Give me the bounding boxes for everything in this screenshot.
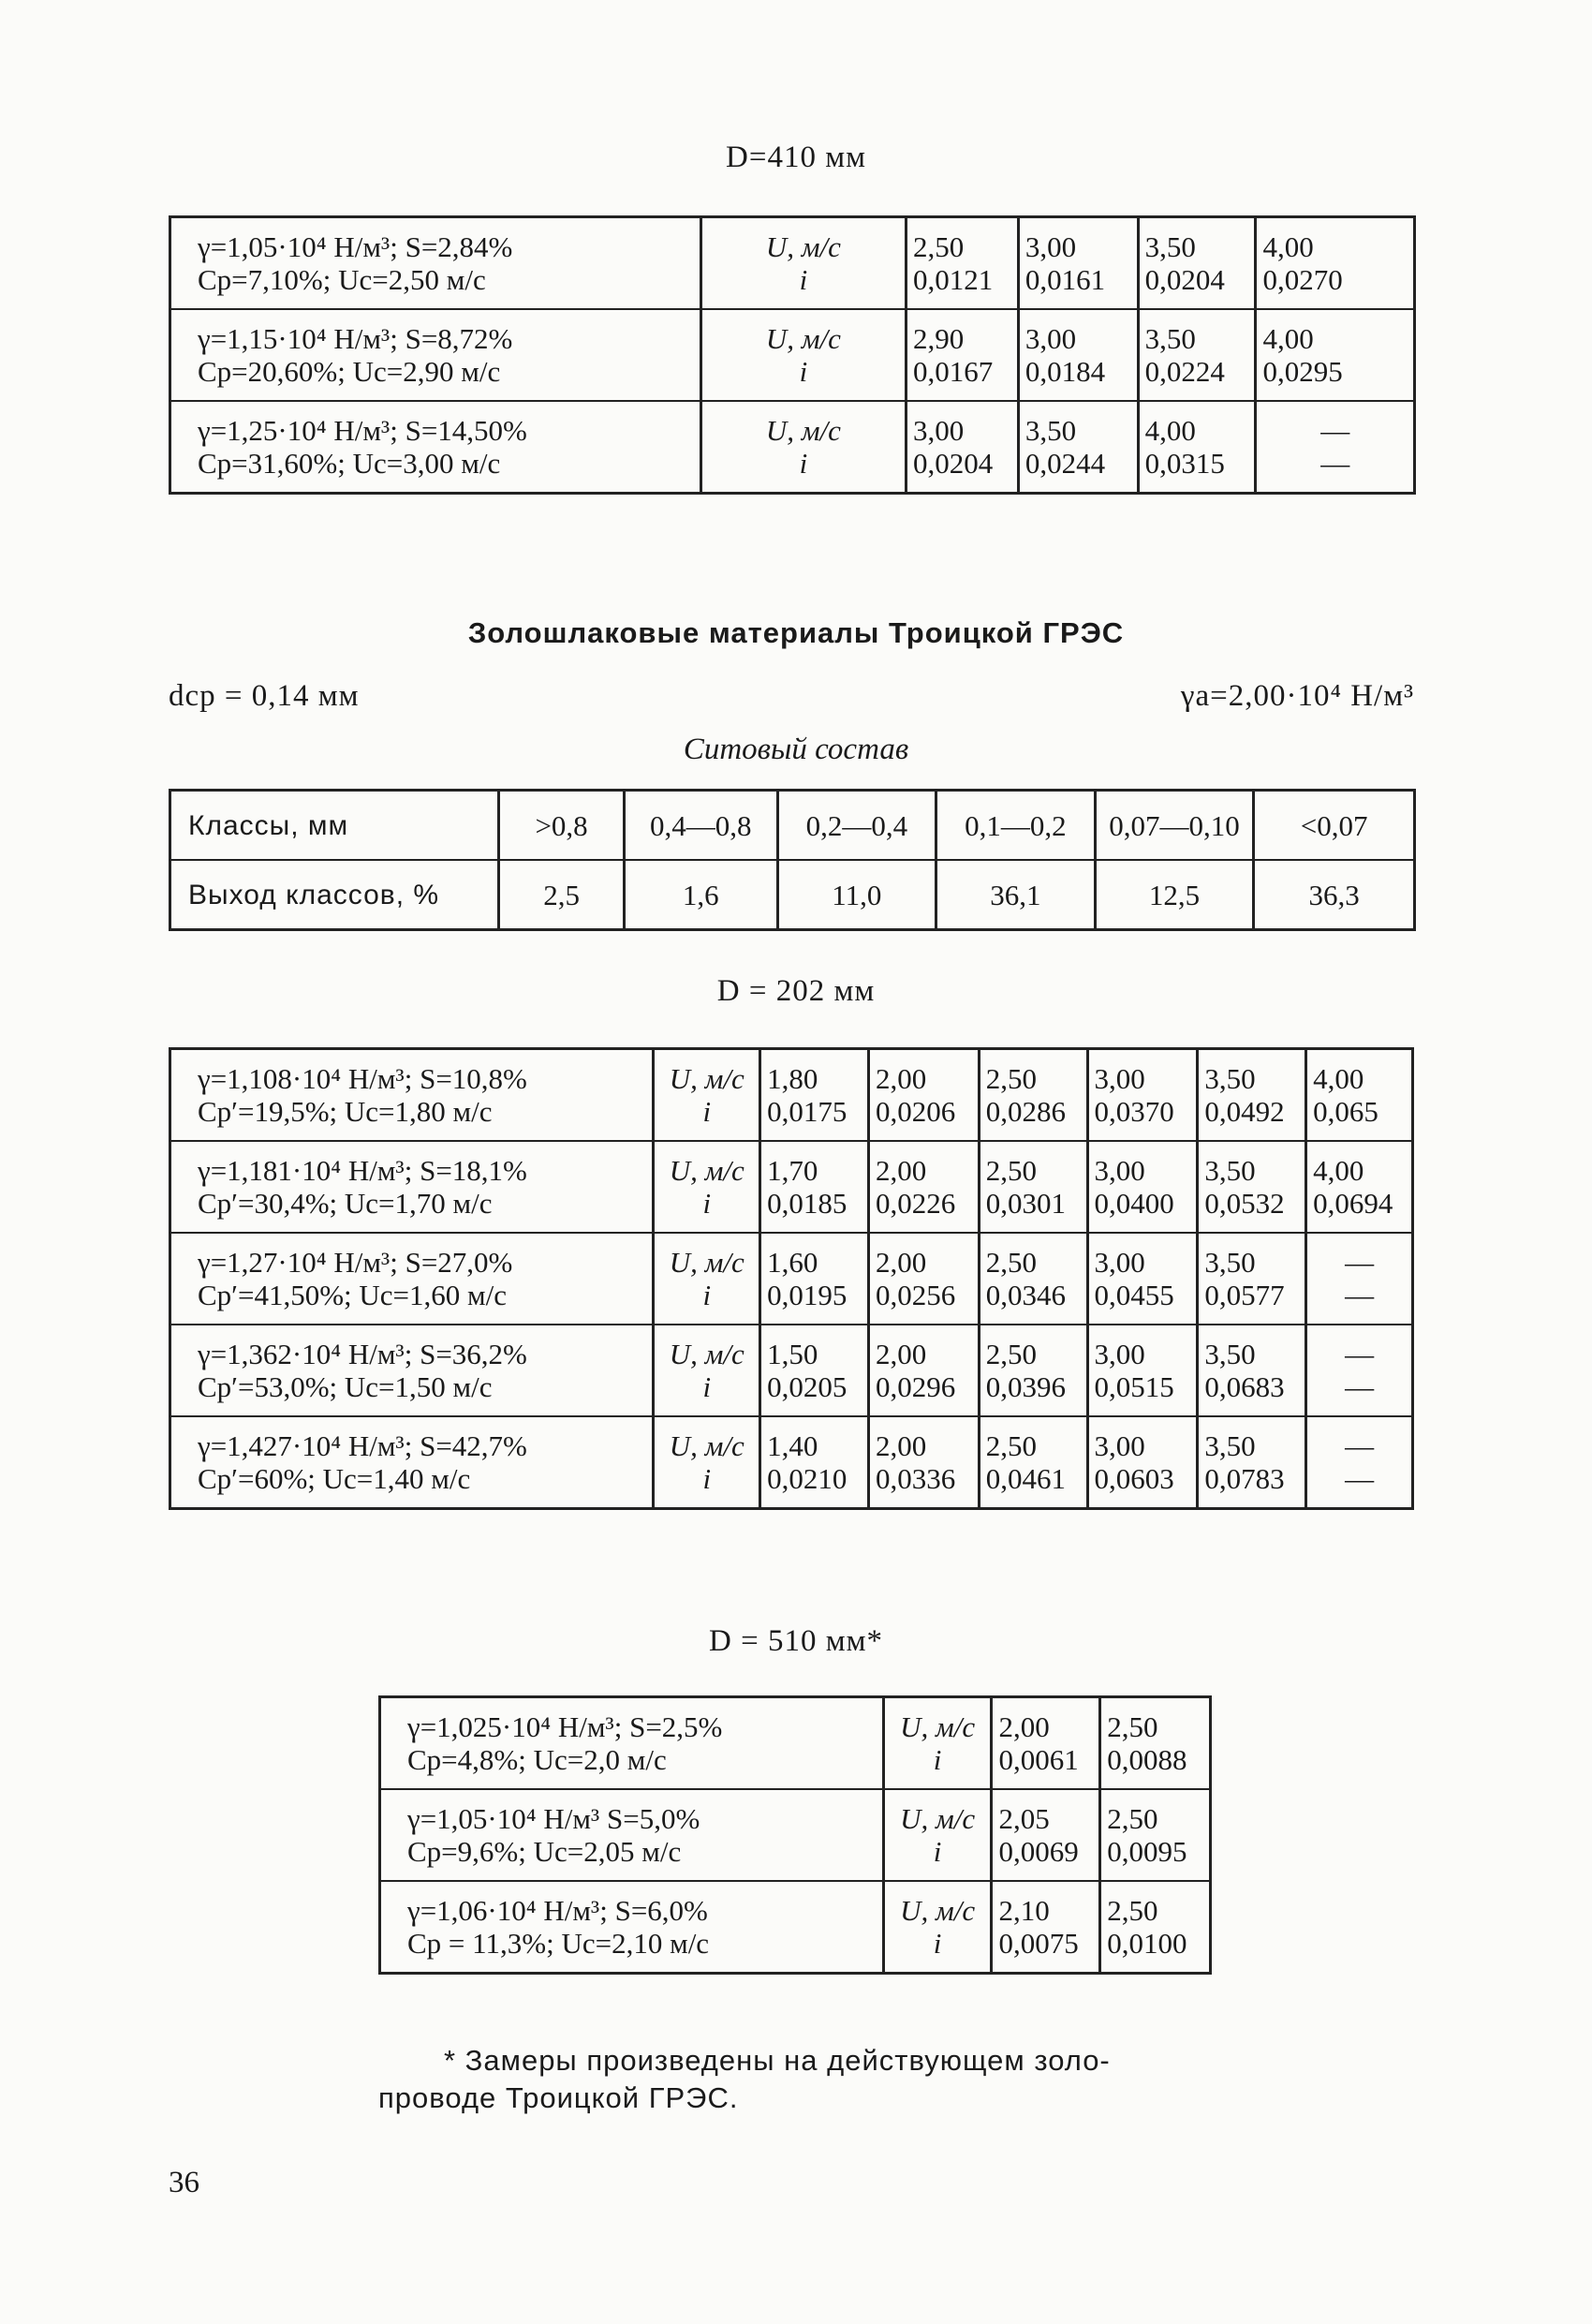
velocity-value: 2,50 <box>985 1246 1037 1279</box>
velocity-value: 4,00 <box>1144 414 1196 447</box>
sieve-class: <0,07 <box>1254 791 1415 861</box>
velocity-value: 2,00 <box>875 1429 927 1462</box>
gradient-value: 0,0400 <box>1094 1187 1174 1220</box>
value-cell <box>868 1233 979 1325</box>
gradient-value: 0,0205 <box>767 1370 848 1403</box>
row-units <box>700 309 906 401</box>
value-cell <box>760 1325 869 1416</box>
table-row <box>170 401 1415 494</box>
value-cell <box>1018 309 1138 401</box>
value-cell <box>979 1141 1087 1233</box>
gradient-value: 0,0161 <box>1024 263 1106 296</box>
parameter-line: γ=1,427·10⁴ Н/м³; S=42,7% <box>198 1429 527 1462</box>
velocity-label: U, м/с <box>900 1802 976 1835</box>
value-cell <box>1198 1416 1306 1509</box>
gradient-label: i <box>799 447 808 480</box>
row-units <box>654 1416 760 1509</box>
velocity-value: 2,50 <box>912 230 965 263</box>
value-cell <box>906 217 1018 310</box>
gradient-value: 0,0315 <box>1144 447 1225 480</box>
sieve-yield: 36,1 <box>936 860 1096 930</box>
footnote <box>378 2042 1221 2117</box>
gradient-value: — <box>1345 1279 1375 1311</box>
sieve-class: >0,8 <box>499 791 625 861</box>
gradient-value: 0,0167 <box>912 355 994 388</box>
velocity-value: — <box>1320 414 1350 447</box>
parameter-line: Cр′=19,5%; Uс=1,80 м/с <box>198 1095 493 1128</box>
gradient-value: 0,065 <box>1313 1095 1378 1128</box>
velocity-value: 3,50 <box>1204 1246 1256 1279</box>
value-cell <box>1138 401 1256 494</box>
value-cell <box>1306 1141 1413 1233</box>
parameter-line: γ=1,05·10⁴ Н/м³ S=5,0% <box>407 1802 700 1835</box>
heading-d410: D=410 мм <box>726 141 866 174</box>
value-cell <box>868 1325 979 1416</box>
velocity-value: — <box>1345 1429 1375 1462</box>
velocity-value: 2,00 <box>875 1246 927 1279</box>
gradient-value: 0,0286 <box>985 1095 1066 1128</box>
velocity-value: 2,50 <box>985 1154 1037 1187</box>
gradient-value: 0,0492 <box>1204 1095 1285 1128</box>
gradient-value: 0,0184 <box>1024 355 1106 388</box>
gradient-value: 0,0301 <box>985 1187 1066 1220</box>
gradient-label: i <box>702 1279 712 1311</box>
velocity-value: 3,50 <box>1144 322 1196 355</box>
value-cell <box>868 1416 979 1509</box>
value-cell <box>1306 1325 1413 1416</box>
velocity-label: U, м/с <box>669 1154 744 1187</box>
value-cell <box>979 1325 1087 1416</box>
parameter-line: Cр′=53,0%; Uс=1,50 м/с <box>198 1370 493 1403</box>
sieve-class: 0,07—0,10 <box>1095 791 1254 861</box>
gradient-label: i <box>702 1187 712 1220</box>
value-cell <box>1306 1049 1413 1142</box>
sieve-yield: 11,0 <box>777 860 936 930</box>
row-parameters <box>380 1881 884 1974</box>
gradient-value: 0,0075 <box>998 1927 1079 1960</box>
gradient-label: i <box>702 1462 712 1495</box>
row-units <box>700 217 906 310</box>
value-cell <box>760 1049 869 1142</box>
gradient-value: 0,0296 <box>875 1370 956 1403</box>
velocity-value: 4,00 <box>1313 1062 1364 1095</box>
velocity-label: U, м/с <box>669 1062 744 1095</box>
gradient-value: 0,0346 <box>985 1279 1066 1311</box>
sieve-label-yield: Выход классов, % <box>170 860 499 930</box>
parameter-line: γ=1,15·10⁴ Н/м³; S=8,72% <box>198 322 513 355</box>
velocity-label: U, м/с <box>765 230 841 263</box>
sieve-table <box>169 789 1416 931</box>
sieve-class: 0,2—0,4 <box>777 791 936 861</box>
velocity-value: 1,60 <box>767 1246 818 1279</box>
gradient-value: 0,0206 <box>875 1095 956 1128</box>
value-cell <box>1100 1881 1211 1974</box>
velocity-label: U, м/с <box>765 322 841 355</box>
velocity-label: U, м/с <box>900 1894 976 1927</box>
velocity-value: 1,70 <box>767 1154 818 1187</box>
velocity-value: 3,00 <box>1094 1338 1145 1370</box>
parameter-line: Cр=4,8%; Uс=2,0 м/с <box>407 1743 667 1776</box>
table-row <box>170 309 1415 401</box>
velocity-label: U, м/с <box>669 1429 744 1462</box>
table-row <box>380 1881 1211 1974</box>
gradient-value: 0,0100 <box>1107 1927 1187 1960</box>
value-cell <box>1198 1233 1306 1325</box>
parameter-line: Cр = 11,3%; Uс=2,10 м/с <box>407 1927 710 1960</box>
gradient-value: 0,0295 <box>1262 355 1343 388</box>
parameter-line: γ=1,181·10⁴ Н/м³; S=18,1% <box>198 1154 527 1187</box>
row-parameters <box>170 1325 654 1416</box>
velocity-value: 3,00 <box>1094 1154 1145 1187</box>
gradient-value: 0,0256 <box>875 1279 956 1311</box>
gradient-value: 0,0244 <box>1024 447 1106 480</box>
gradient-value: 0,0532 <box>1204 1187 1285 1220</box>
velocity-value: 2,50 <box>1107 1894 1158 1927</box>
value-cell <box>1256 217 1415 310</box>
velocity-value: 3,00 <box>1094 1062 1145 1095</box>
value-cell <box>868 1049 979 1142</box>
value-cell <box>1087 1141 1198 1233</box>
velocity-value: 4,00 <box>1262 322 1314 355</box>
velocity-value: 3,00 <box>1094 1429 1145 1462</box>
velocity-value: 4,00 <box>1262 230 1314 263</box>
velocity-value: 2,10 <box>998 1894 1050 1927</box>
velocity-label: U, м/с <box>669 1338 744 1370</box>
row-parameters <box>170 1141 654 1233</box>
table-row <box>380 1789 1211 1881</box>
velocity-value: 3,00 <box>1024 230 1077 263</box>
row-parameters <box>170 401 701 494</box>
parameter-line: γ=1,108·10⁴ Н/м³; S=10,8% <box>198 1062 527 1095</box>
sieve-class: 0,1—0,2 <box>936 791 1096 861</box>
value-cell <box>992 1697 1100 1790</box>
parameter-line: Cр=20,60%; Uс=2,90 м/с <box>198 355 501 388</box>
value-cell <box>1138 217 1256 310</box>
velocity-value: 1,50 <box>767 1338 818 1370</box>
mean-diameter: dср = 0,14 мм <box>169 679 360 713</box>
value-cell <box>906 309 1018 401</box>
velocity-label: U, м/с <box>765 414 841 447</box>
row-parameters <box>380 1697 884 1790</box>
gradient-value: 0,0683 <box>1204 1370 1285 1403</box>
value-cell <box>1018 217 1138 310</box>
parameter-line: Cр=7,10%; Uс=2,50 м/с <box>198 263 486 296</box>
row-parameters <box>170 1049 654 1142</box>
value-cell <box>1087 1233 1198 1325</box>
parameter-line: Cр=31,60%; Uс=3,00 м/с <box>198 447 501 480</box>
gradient-label: i <box>933 1743 942 1776</box>
row-units <box>883 1697 992 1790</box>
value-cell <box>1087 1416 1198 1509</box>
value-cell <box>1306 1233 1413 1325</box>
velocity-value: 3,50 <box>1204 1062 1256 1095</box>
row-units <box>883 1881 992 1974</box>
gradient-value: 0,0061 <box>998 1743 1079 1776</box>
table-d202 <box>169 1047 1414 1510</box>
velocity-value: 4,00 <box>1313 1154 1364 1187</box>
parameter-line: γ=1,25·10⁴ Н/м³; S=14,50% <box>198 414 527 447</box>
gradient-value: 0,0461 <box>985 1462 1066 1495</box>
value-cell <box>1087 1049 1198 1142</box>
gradient-value: 0,0370 <box>1094 1095 1174 1128</box>
specific-weight: γа=2,00·10⁴ Н/м³ <box>1180 679 1414 713</box>
parameter-line: γ=1,362·10⁴ Н/м³; S=36,2% <box>198 1338 527 1370</box>
gradient-value: 0,0185 <box>767 1187 848 1220</box>
gradient-value: 0,0694 <box>1313 1187 1393 1220</box>
row-units <box>654 1233 760 1325</box>
row-parameters <box>170 1416 654 1509</box>
footnote-line: проводе Троицкой ГРЭС. <box>378 2081 739 2114</box>
gradient-value: 0,0226 <box>875 1187 956 1220</box>
value-cell <box>760 1233 869 1325</box>
table-row <box>170 1233 1413 1325</box>
parameter-line: γ=1,06·10⁴ Н/м³; S=6,0% <box>407 1894 708 1927</box>
page-number: 36 <box>169 2166 199 2199</box>
table-row <box>170 1416 1413 1509</box>
velocity-value: 2,00 <box>875 1154 927 1187</box>
gradient-label: i <box>933 1835 942 1868</box>
value-cell <box>979 1416 1087 1509</box>
table-d510 <box>378 1695 1212 1975</box>
parameter-line: Cр′=41,50%; Uс=1,60 м/с <box>198 1279 507 1311</box>
row-units <box>654 1049 760 1142</box>
parameter-line: γ=1,025·10⁴ Н/м³; S=2,5% <box>407 1710 723 1743</box>
gradient-value: 0,0455 <box>1094 1279 1174 1311</box>
table-row <box>170 1325 1413 1416</box>
velocity-value: 2,00 <box>998 1710 1050 1743</box>
gradient-value: 0,0204 <box>912 447 994 480</box>
value-cell <box>1198 1141 1306 1233</box>
velocity-value: 2,50 <box>1107 1802 1158 1835</box>
gradient-value: 0,0095 <box>1107 1835 1187 1868</box>
parameter-line: Cр′=30,4%; Uс=1,70 м/с <box>198 1187 493 1220</box>
value-cell <box>760 1141 869 1233</box>
parameter-line: γ=1,27·10⁴ Н/м³; S=27,0% <box>198 1246 513 1279</box>
sieve-yield: 36,3 <box>1254 860 1415 930</box>
value-cell <box>992 1881 1100 1974</box>
value-cell <box>1018 401 1138 494</box>
gradient-value: 0,0336 <box>875 1462 956 1495</box>
row-parameters <box>170 309 701 401</box>
gradient-label: i <box>799 263 808 296</box>
sieve-row-classes <box>170 791 1415 861</box>
sieve-label-classes: Классы, мм <box>170 791 499 861</box>
sieve-class: 0,4—0,8 <box>624 791 777 861</box>
velocity-value: 2,00 <box>875 1062 927 1095</box>
gradient-value: — <box>1320 447 1350 480</box>
row-parameters <box>170 217 701 310</box>
row-parameters <box>380 1789 884 1881</box>
velocity-label: U, м/с <box>669 1246 744 1279</box>
footnote-line: * Замеры произведены на действующем золо- <box>444 2044 1111 2077</box>
sieve-row-yield <box>170 860 1415 930</box>
value-cell <box>1306 1416 1413 1509</box>
gradient-value: 0,0069 <box>998 1835 1079 1868</box>
value-cell <box>992 1789 1100 1881</box>
value-cell <box>979 1049 1087 1142</box>
velocity-label: U, м/с <box>900 1710 976 1743</box>
velocity-value: 2,50 <box>985 1062 1037 1095</box>
row-units <box>654 1325 760 1416</box>
sieve-yield: 2,5 <box>499 860 625 930</box>
gradient-value: 0,0204 <box>1144 263 1225 296</box>
value-cell <box>906 401 1018 494</box>
row-units <box>883 1789 992 1881</box>
velocity-value: 2,05 <box>998 1802 1050 1835</box>
gradient-value: 0,0088 <box>1107 1743 1187 1776</box>
gradient-value: — <box>1345 1370 1375 1403</box>
gradient-value: 0,0577 <box>1204 1279 1285 1311</box>
row-units <box>700 401 906 494</box>
velocity-value: 3,00 <box>912 414 965 447</box>
value-cell <box>1087 1325 1198 1416</box>
gradient-value: 0,0396 <box>985 1370 1066 1403</box>
value-cell <box>1138 309 1256 401</box>
gradient-label: i <box>702 1370 712 1403</box>
velocity-value: 3,50 <box>1024 414 1077 447</box>
gradient-label: i <box>702 1095 712 1128</box>
gradient-value: 0,0175 <box>767 1095 848 1128</box>
parameter-line: Cр′=60%; Uс=1,40 м/с <box>198 1462 471 1495</box>
table-row <box>170 1049 1413 1142</box>
section-title: Золошлаковые материалы Троицкой ГРЭС <box>467 616 1125 649</box>
gradient-label: i <box>933 1927 942 1960</box>
gradient-value: 0,0224 <box>1144 355 1225 388</box>
value-cell <box>979 1233 1087 1325</box>
value-cell <box>1256 309 1415 401</box>
gradient-value: 0,0195 <box>767 1279 848 1311</box>
value-cell <box>1256 401 1415 494</box>
velocity-value: — <box>1345 1246 1375 1279</box>
velocity-value: 3,50 <box>1204 1154 1256 1187</box>
table-row <box>380 1697 1211 1790</box>
gradient-label: i <box>799 355 808 388</box>
heading-d202: D = 202 мм <box>716 974 876 1008</box>
gradient-value: 0,0515 <box>1094 1370 1174 1403</box>
velocity-value: 2,50 <box>985 1429 1037 1462</box>
parameter-line: γ=1,05·10⁴ Н/м³; S=2,84% <box>198 230 513 263</box>
gradient-value: 0,0783 <box>1204 1462 1285 1495</box>
row-parameters <box>170 1233 654 1325</box>
value-cell <box>1100 1789 1211 1881</box>
velocity-value: 3,00 <box>1094 1246 1145 1279</box>
heading-d510: D = 510 мм* <box>709 1624 883 1658</box>
value-cell <box>1198 1049 1306 1142</box>
table-row <box>170 217 1415 310</box>
sieve-yield: 12,5 <box>1095 860 1254 930</box>
gradient-value: — <box>1345 1462 1375 1495</box>
velocity-value: 1,40 <box>767 1429 818 1462</box>
gradient-value: 0,0270 <box>1262 263 1343 296</box>
velocity-value: 2,00 <box>875 1338 927 1370</box>
gradient-value: 0,0210 <box>767 1462 848 1495</box>
sieve-yield: 1,6 <box>624 860 777 930</box>
value-cell <box>868 1141 979 1233</box>
velocity-value: 3,00 <box>1024 322 1077 355</box>
gradient-value: 0,0603 <box>1094 1462 1174 1495</box>
velocity-value: 3,50 <box>1204 1429 1256 1462</box>
velocity-value: 2,50 <box>985 1338 1037 1370</box>
velocity-value: 1,80 <box>767 1062 818 1095</box>
value-cell <box>1198 1325 1306 1416</box>
velocity-value: 3,50 <box>1204 1338 1256 1370</box>
velocity-value: 2,90 <box>912 322 965 355</box>
row-units <box>654 1141 760 1233</box>
sieve-subtitle: Ситовый состав <box>683 733 909 766</box>
table-row <box>170 1141 1413 1233</box>
velocity-value: — <box>1345 1338 1375 1370</box>
value-cell <box>760 1416 869 1509</box>
gradient-value: 0,0121 <box>912 263 994 296</box>
value-cell <box>1100 1697 1211 1790</box>
velocity-value: 2,50 <box>1107 1710 1158 1743</box>
table-d410 <box>169 215 1416 495</box>
velocity-value: 3,50 <box>1144 230 1196 263</box>
parameter-line: Cр=9,6%; Uс=2,05 м/с <box>407 1835 682 1868</box>
